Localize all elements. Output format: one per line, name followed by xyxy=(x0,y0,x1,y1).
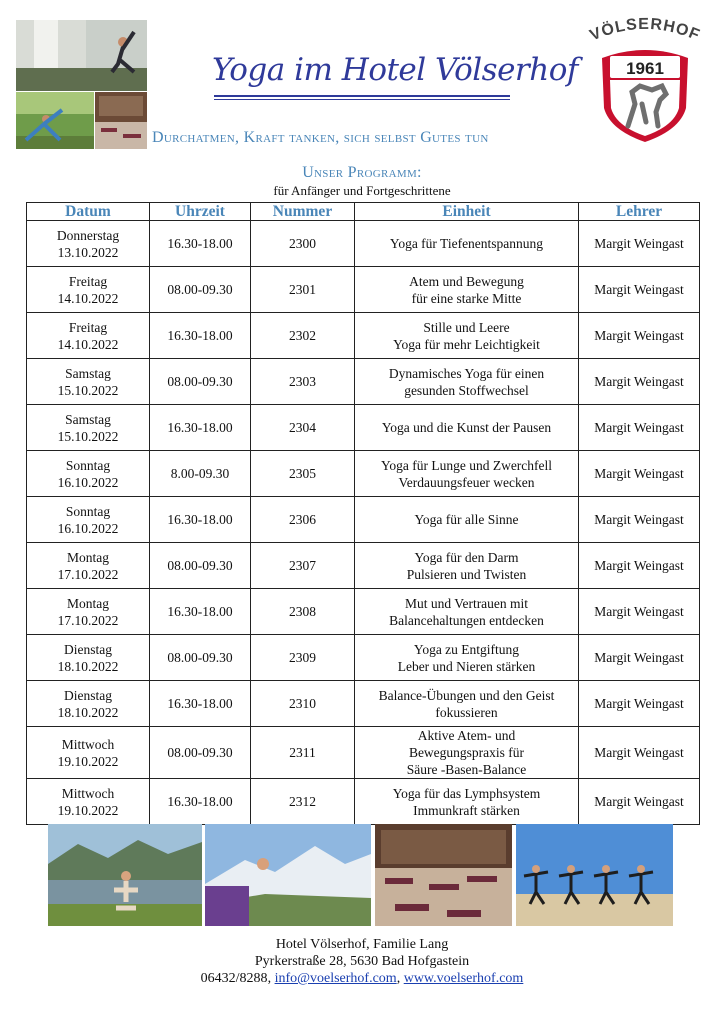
cell-uhrzeit: 08.00-09.30 xyxy=(150,359,251,405)
cell-day: Freitag xyxy=(68,319,108,335)
schedule-table xyxy=(26,202,700,825)
cell-datum xyxy=(27,589,150,635)
footer-address: Pyrkerstraße 28, 5630 Bad Hofgastein xyxy=(254,954,470,969)
cell-nummer: 2309 xyxy=(251,635,355,681)
cell-einheit xyxy=(355,405,579,451)
cell-date: 16.10.2022 xyxy=(57,474,119,490)
cell-date: 14.10.2022 xyxy=(57,290,119,306)
cell-einheit xyxy=(355,313,579,359)
cell-uhrzeit: 8.00-09.30 xyxy=(150,451,251,497)
cell-nummer: 2305 xyxy=(251,451,355,497)
cell-uhrzeit: 08.00-09.30 xyxy=(150,727,251,779)
title-underline xyxy=(214,95,510,97)
cell-einheit xyxy=(355,221,579,267)
footer-website-link[interactable]: www.voelserhof.com xyxy=(403,971,524,986)
table-row xyxy=(27,635,700,681)
cell-datum xyxy=(27,405,150,451)
cell-datum xyxy=(27,635,150,681)
cell-einheit-line: Dynamisches Yoga für einen xyxy=(388,365,545,381)
cell-einheit-line: fokussieren xyxy=(435,704,498,720)
cell-day: Mittwoch xyxy=(61,736,115,752)
cell-datum xyxy=(27,267,150,313)
table-row xyxy=(27,497,700,543)
cell-datum xyxy=(27,359,150,405)
cell-einheit xyxy=(355,451,579,497)
table-row xyxy=(27,405,700,451)
cell-einheit-line: Verdauungsfeuer wecken xyxy=(398,474,535,490)
cell-lehrer: Margit Weingast xyxy=(579,635,700,681)
cell-date: 19.10.2022 xyxy=(57,753,119,769)
column-header-lehrer: Lehrer xyxy=(579,203,700,221)
cell-einheit-line: Atem und Bewegung xyxy=(409,273,524,289)
cell-uhrzeit: 08.00-09.30 xyxy=(150,543,251,589)
cell-date: 15.10.2022 xyxy=(57,428,119,444)
cell-lehrer: Margit Weingast xyxy=(579,681,700,727)
cell-uhrzeit: 08.00-09.30 xyxy=(150,267,251,313)
page-title: Yoga im Hotel Völserhof xyxy=(212,52,578,88)
table-row xyxy=(27,727,700,779)
cell-nummer: 2302 xyxy=(251,313,355,359)
cell-einheit-line: Stille und Leere xyxy=(423,319,510,335)
cell-lehrer: Margit Weingast xyxy=(579,497,700,543)
cell-datum xyxy=(27,779,150,825)
mountain-hand-photo xyxy=(205,824,371,926)
footer-separator: , xyxy=(267,971,275,986)
cell-einheit-line: Yoga für den Darm xyxy=(414,549,519,565)
footer-separator-2: , xyxy=(396,971,404,986)
voelserhof-logo xyxy=(580,8,710,148)
cell-nummer: 2301 xyxy=(251,267,355,313)
cell-einheit xyxy=(355,497,579,543)
cell-einheit-line: Leber und Nieren stärken xyxy=(397,658,536,674)
cell-uhrzeit: 16.30-18.00 xyxy=(150,779,251,825)
cell-einheit-line: Aktive Atem- und xyxy=(417,728,516,743)
column-header-einheit: Einheit xyxy=(355,203,579,221)
cell-einheit xyxy=(355,635,579,681)
cell-einheit xyxy=(355,359,579,405)
cell-einheit xyxy=(355,543,579,589)
cell-einheit-line: Yoga für das Lymphsystem xyxy=(392,785,541,801)
cell-nummer: 2308 xyxy=(251,589,355,635)
garden-yoga-photo xyxy=(16,92,94,149)
lake-meditation-photo xyxy=(48,824,202,926)
cell-einheit-line: Immunkraft stärken xyxy=(413,802,520,818)
footer-phone: 06432/8288 xyxy=(200,971,268,986)
cell-day: Dienstag xyxy=(64,687,112,703)
column-header-datum: Datum xyxy=(27,203,150,221)
cell-einheit-line: Yoga zu Entgiftung xyxy=(413,641,520,657)
cell-datum xyxy=(27,681,150,727)
cell-einheit-line: Balancehaltungen entdecken xyxy=(389,612,544,628)
cell-nummer: 2311 xyxy=(251,727,355,779)
cell-date: 17.10.2022 xyxy=(57,612,119,628)
cell-day: Donnerstag xyxy=(56,227,120,243)
yoga-studio-photo xyxy=(375,824,512,926)
yoga-room-photo xyxy=(95,92,147,149)
cell-uhrzeit: 16.30-18.00 xyxy=(150,589,251,635)
cell-einheit-line: Mut und Vertrauen mit xyxy=(404,595,529,611)
cell-lehrer: Margit Weingast xyxy=(579,727,700,779)
cell-lehrer: Margit Weingast xyxy=(579,779,700,825)
cell-uhrzeit: 16.30-18.00 xyxy=(150,681,251,727)
cell-day: Freitag xyxy=(68,273,108,289)
cell-uhrzeit: 16.30-18.00 xyxy=(150,405,251,451)
cell-lehrer: Margit Weingast xyxy=(579,359,700,405)
svg-text:VÖLSERHOF xyxy=(588,16,703,45)
table-row xyxy=(27,543,700,589)
cell-lehrer: Margit Weingast xyxy=(579,589,700,635)
table-row xyxy=(27,359,700,405)
cell-datum xyxy=(27,221,150,267)
cell-einheit xyxy=(355,589,579,635)
cell-datum xyxy=(27,451,150,497)
table-header-row xyxy=(27,203,700,221)
table-row xyxy=(27,589,700,635)
cell-einheit-line: Säure -Basen-Balance xyxy=(406,762,527,777)
cell-day: Sonntag xyxy=(65,503,111,519)
program-subheading: für Anfänger und Fortgeschrittene xyxy=(273,183,451,198)
cell-nummer: 2304 xyxy=(251,405,355,451)
cell-nummer: 2307 xyxy=(251,543,355,589)
footer-email-link[interactable]: info@voelserhof.com xyxy=(274,971,397,986)
cell-nummer: 2312 xyxy=(251,779,355,825)
cell-einheit-line: Yoga für mehr Leichtigkeit xyxy=(393,336,540,352)
cell-lehrer: Margit Weingast xyxy=(579,221,700,267)
cell-einheit xyxy=(355,681,579,727)
cell-datum xyxy=(27,727,150,779)
cell-datum xyxy=(27,313,150,359)
table-row xyxy=(27,779,700,825)
column-header-uhrzeit: Uhrzeit xyxy=(150,203,251,221)
cell-lehrer: Margit Weingast xyxy=(579,313,700,359)
cell-einheit-line: Pulsieren und Twisten xyxy=(406,566,527,582)
cell-date: 18.10.2022 xyxy=(57,658,119,674)
group-yoga-photo xyxy=(516,824,673,926)
cell-einheit-line: Yoga für Tiefenentspannung xyxy=(389,236,544,251)
cell-date: 16.10.2022 xyxy=(57,520,119,536)
cell-day: Samstag xyxy=(65,365,111,381)
cell-day: Montag xyxy=(67,549,109,565)
cell-lehrer: Margit Weingast xyxy=(579,543,700,589)
table-row xyxy=(27,681,700,727)
cell-day: Montag xyxy=(67,595,109,611)
cell-uhrzeit: 16.30-18.00 xyxy=(150,313,251,359)
cell-lehrer: Margit Weingast xyxy=(579,267,700,313)
footer-hotel-name: Hotel Völserhof, Familie Lang xyxy=(275,937,449,952)
cell-uhrzeit: 16.30-18.00 xyxy=(150,497,251,543)
table-row xyxy=(27,267,700,313)
cell-einheit-line: Yoga und die Kunst der Pausen xyxy=(381,420,552,435)
program-heading: Unser Programm: xyxy=(302,164,422,181)
cell-datum xyxy=(27,543,150,589)
cell-einheit-line: Yoga für Lunge und Zwerchfell xyxy=(380,457,553,473)
cell-day: Sonntag xyxy=(65,457,111,473)
cell-einheit xyxy=(355,267,579,313)
cell-day: Samstag xyxy=(65,411,111,427)
footer-contact xyxy=(0,970,724,987)
cell-date: 19.10.2022 xyxy=(57,802,119,818)
cell-einheit xyxy=(355,779,579,825)
cell-nummer: 2306 xyxy=(251,497,355,543)
footer xyxy=(0,936,724,987)
cell-date: 18.10.2022 xyxy=(57,704,119,720)
cell-lehrer: Margit Weingast xyxy=(579,451,700,497)
cell-date: 17.10.2022 xyxy=(57,566,119,582)
cell-lehrer: Margit Weingast xyxy=(579,405,700,451)
cell-nummer: 2303 xyxy=(251,359,355,405)
column-header-nummer: Nummer xyxy=(251,203,355,221)
logo-year: 1961 xyxy=(626,59,664,78)
waterfall-yoga-photo xyxy=(16,20,147,91)
table-row xyxy=(27,313,700,359)
cell-nummer: 2300 xyxy=(251,221,355,267)
cell-einheit-line: gesunden Stoffwechsel xyxy=(404,382,529,398)
cell-einheit-line: Yoga für alle Sinne xyxy=(414,512,519,527)
table-row xyxy=(27,451,700,497)
cell-date: 14.10.2022 xyxy=(57,336,119,352)
cell-date: 13.10.2022 xyxy=(57,244,119,260)
title-underline-thin xyxy=(214,99,510,100)
cell-day: Dienstag xyxy=(64,641,112,657)
cell-einheit-line: Bewegungspraxis für xyxy=(408,745,525,760)
table-row xyxy=(27,221,700,267)
logo-name: VÖLSERHOF xyxy=(587,15,703,45)
cell-date: 15.10.2022 xyxy=(57,382,119,398)
tagline: Durchatmen, Kraft tanken, sich selbst Gutes tun xyxy=(152,129,489,146)
cell-nummer: 2310 xyxy=(251,681,355,727)
cell-einheit-line: für eine starke Mitte xyxy=(411,290,522,306)
cell-uhrzeit: 16.30-18.00 xyxy=(150,221,251,267)
cell-uhrzeit: 08.00-09.30 xyxy=(150,635,251,681)
cell-day: Mittwoch xyxy=(61,785,115,801)
cell-datum xyxy=(27,497,150,543)
cell-einheit xyxy=(355,727,579,779)
cell-einheit-line: Balance-Übungen und den Geist xyxy=(378,687,555,703)
